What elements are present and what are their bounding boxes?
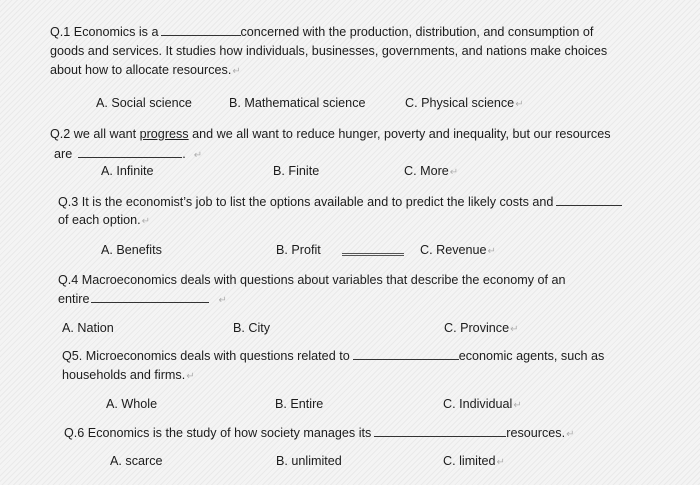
- q5-line1-end: economic agents, such as: [458, 349, 605, 363]
- q2-tail: .: [182, 147, 186, 161]
- q5-line1-text: Q5. Microeconomics deals with questions related to: [62, 349, 350, 363]
- return-mark-icon: ↵: [566, 429, 575, 440]
- q5-option-a[interactable]: A. Whole: [106, 397, 158, 411]
- q3-option-c[interactable]: [420, 242, 496, 260]
- return-mark-icon: ↵: [186, 371, 195, 382]
- q3-option-a[interactable]: A. Benefits: [101, 243, 162, 257]
- return-mark-icon: ↵: [496, 457, 505, 468]
- return-mark-icon: ↵: [141, 216, 151, 227]
- q6-line1-text: Q.6 Economics is the study of how society manages its: [64, 426, 372, 440]
- q6-option-a[interactable]: A. scarce: [110, 454, 163, 468]
- q5-line2-text: households and firms.: [62, 368, 186, 382]
- q5-line2: [62, 367, 195, 385]
- q1-line1: [50, 24, 593, 40]
- q3-option-c-label: C. Revenue: [420, 243, 487, 257]
- q6-blank[interactable]: [374, 425, 506, 437]
- q2-blank[interactable]: [78, 146, 182, 158]
- q2-line1-underlined: progress: [139, 127, 189, 141]
- q2-line2: [54, 146, 202, 164]
- q4-option-a[interactable]: A. Nation: [62, 321, 114, 335]
- q1-option-c-label: C. Physical science: [405, 96, 515, 110]
- q2-option-b[interactable]: B. Finite: [273, 164, 320, 178]
- return-mark-icon: ↵: [515, 99, 524, 110]
- q3-double-line: [342, 253, 404, 256]
- q3-line1: [58, 194, 622, 210]
- q2-line1-a: Q.2 we all want: [50, 127, 140, 141]
- return-mark-icon: ↵: [510, 324, 519, 335]
- q6-line1-end: resources.: [506, 426, 566, 440]
- q2-line1: [50, 126, 611, 142]
- q5-blank[interactable]: [353, 348, 459, 360]
- q2-line1-c: and we all want to reduce hunger, poverty and inequality, but our resources: [188, 127, 611, 141]
- q4-line2-text: entire: [58, 292, 90, 306]
- q6-line1: [64, 425, 574, 443]
- q2-line2-text: are: [54, 147, 73, 161]
- q5-option-c[interactable]: [443, 396, 522, 414]
- q2-option-c-label: C. More: [404, 164, 449, 178]
- q1-line3: [50, 62, 241, 80]
- q4-line1: Q.4 Macroeconomics deals with questions about variables that describe the economy of an: [58, 273, 566, 287]
- return-mark-icon: ↵: [513, 400, 522, 411]
- q5-line1: [62, 348, 604, 364]
- q5-option-c-label: C. Individual: [443, 397, 513, 411]
- q1-option-b[interactable]: B. Mathematical science: [229, 96, 366, 110]
- q2-option-c[interactable]: [404, 163, 458, 181]
- q3-blank[interactable]: [556, 194, 622, 206]
- return-mark-icon: ↵: [487, 246, 496, 257]
- q1-prefix: Q.1 Economics is a: [50, 25, 159, 39]
- q2-option-a[interactable]: A. Infinite: [101, 164, 154, 178]
- q6-option-c-label: C. limited: [443, 454, 496, 468]
- q5-option-b[interactable]: B. Entire: [275, 397, 324, 411]
- q3-line2: [58, 212, 150, 230]
- q4-option-c-label: C. Province: [444, 321, 510, 335]
- q3-line1-text: Q.3 It is the economist’s job to list the options available and to predict the likely costs and: [58, 195, 554, 209]
- q1-option-a[interactable]: A. Social science: [96, 96, 192, 110]
- q6-option-c[interactable]: [443, 453, 505, 471]
- q4-blank[interactable]: [91, 291, 209, 303]
- return-mark-icon: ↵: [232, 66, 241, 77]
- q1-blank[interactable]: [161, 24, 241, 36]
- q1-line2: goods and services. It studies how individuals, businesses, governments, and nations make choices: [50, 44, 608, 58]
- return-mark-icon: ↵: [449, 167, 459, 178]
- q3-line2-text: of each option.: [58, 213, 141, 227]
- q1-line3-text: about how to allocate resources.: [50, 63, 232, 77]
- return-mark-icon: ↵: [193, 150, 203, 161]
- return-mark-icon: ↵: [218, 295, 227, 306]
- q3-option-b[interactable]: B. Profit: [276, 243, 321, 257]
- q4-line2: [58, 291, 227, 309]
- q4-option-c[interactable]: [444, 320, 518, 338]
- q4-option-b[interactable]: B. City: [233, 321, 271, 335]
- q1-option-c[interactable]: [405, 95, 524, 113]
- q1-line1-rest: concerned with the production, distribution, and consumption of: [240, 25, 594, 39]
- q6-option-b[interactable]: B. unlimited: [276, 454, 342, 468]
